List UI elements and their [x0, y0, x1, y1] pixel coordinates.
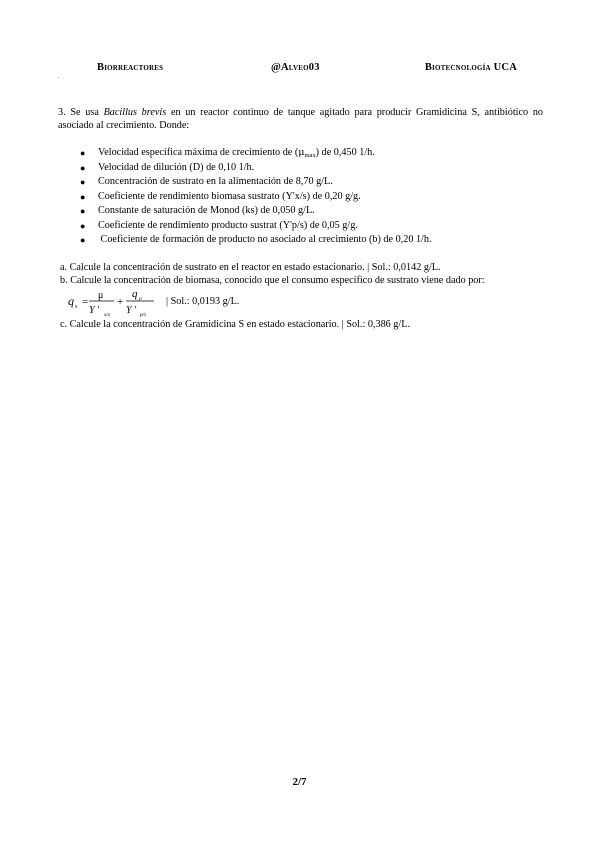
- formula-lhs-sub: s: [75, 304, 78, 310]
- mu-subscript: max: [304, 152, 316, 159]
- list-item: ● Coeficiente de formación de producto no asociado al crecimiento (b) de 0,20 1/h.: [80, 233, 432, 248]
- formula-den1: Y ': [89, 305, 100, 316]
- problem-statement: [58, 107, 543, 132]
- organism-name: Bacillus brevis: [103, 107, 167, 118]
- bullet-icon: ●: [80, 220, 86, 231]
- formula-den2-sub: p/s: [140, 312, 147, 318]
- substrate-consumption-formula: [68, 288, 240, 318]
- question-b: b. Calcule la concentración de biomasa, conocido que el consumo específico de sustrato viene dado por:: [60, 275, 485, 286]
- list-item: ● Velocidad específica máxima de crecimiento de $(\mu_{max})$ de 0,450 1/h.: [80, 147, 375, 159]
- page-number: 2/7: [292, 776, 307, 788]
- bullet-icon: ●: [80, 191, 86, 202]
- list-item: ● Coeficiente de rendimiento producto sustrat (Y'p/s) de 0,05 g/g.: [80, 219, 432, 234]
- header-subject: Biotecnología UCA: [424, 62, 517, 73]
- page-header: [97, 62, 517, 76]
- list-item: ● Coeficiente de rendimiento biomasa sustrato (Y'x/s) de 0,20 g/g.: [80, 190, 432, 205]
- solution-b: | Sol.: 0,0193 g/L.: [166, 296, 240, 307]
- question-a: a. Calcule la concentración de sustrato en el reactor en estado estacionario. | Sol.: 0,0142 g/L.: [60, 262, 441, 273]
- svg-text:+: +: [117, 296, 124, 308]
- bullet-icon: ●: [80, 206, 86, 216]
- bullet-icon: ●: [80, 235, 86, 245]
- header-author: @Alveo03: [271, 62, 320, 73]
- question-c: c. Calcule la concentración de Gramidicina S en estado estacionario. | Sol.: 0,386 g/L.: [60, 319, 411, 330]
- header-course: Biorreactores: [97, 62, 164, 73]
- intro-pre: . Se usa: [63, 107, 104, 118]
- formula-num1: μ: [98, 290, 104, 301]
- intro-post: en un reactor continuo de tanque agitado para producir Gramidicina S, antibiótico no asociado al crecimiento. Donde:: [58, 107, 544, 131]
- list-item: ● Velocidad de dilución (D) de 0,10 1/h.: [80, 161, 432, 176]
- mu-symbol: μ: [298, 147, 305, 158]
- formula-den2: Y ': [126, 305, 137, 316]
- bullet-icon: ●: [80, 177, 86, 187]
- formula-graphic: [68, 288, 164, 318]
- parameter-list: [80, 146, 432, 248]
- header-marker: .: [58, 74, 60, 80]
- formula-lhs: q: [68, 294, 74, 308]
- list-item: ● Constante de saturación de Monod (ks) de 0,050 g/L.: [80, 204, 432, 219]
- formula-den1-sub: x/s: [104, 312, 111, 318]
- svg-text:=: =: [82, 296, 89, 308]
- bullet-icon: ●: [80, 162, 86, 173]
- formula-num2-sub: p: [139, 296, 142, 302]
- problem-number: 3: [58, 107, 64, 118]
- bullet-icon: ●: [80, 148, 86, 158]
- formula-num2: q: [132, 288, 138, 300]
- list-item: ● Concentración de sustrato en la alimentación de 8,70 g/L.: [80, 175, 432, 190]
